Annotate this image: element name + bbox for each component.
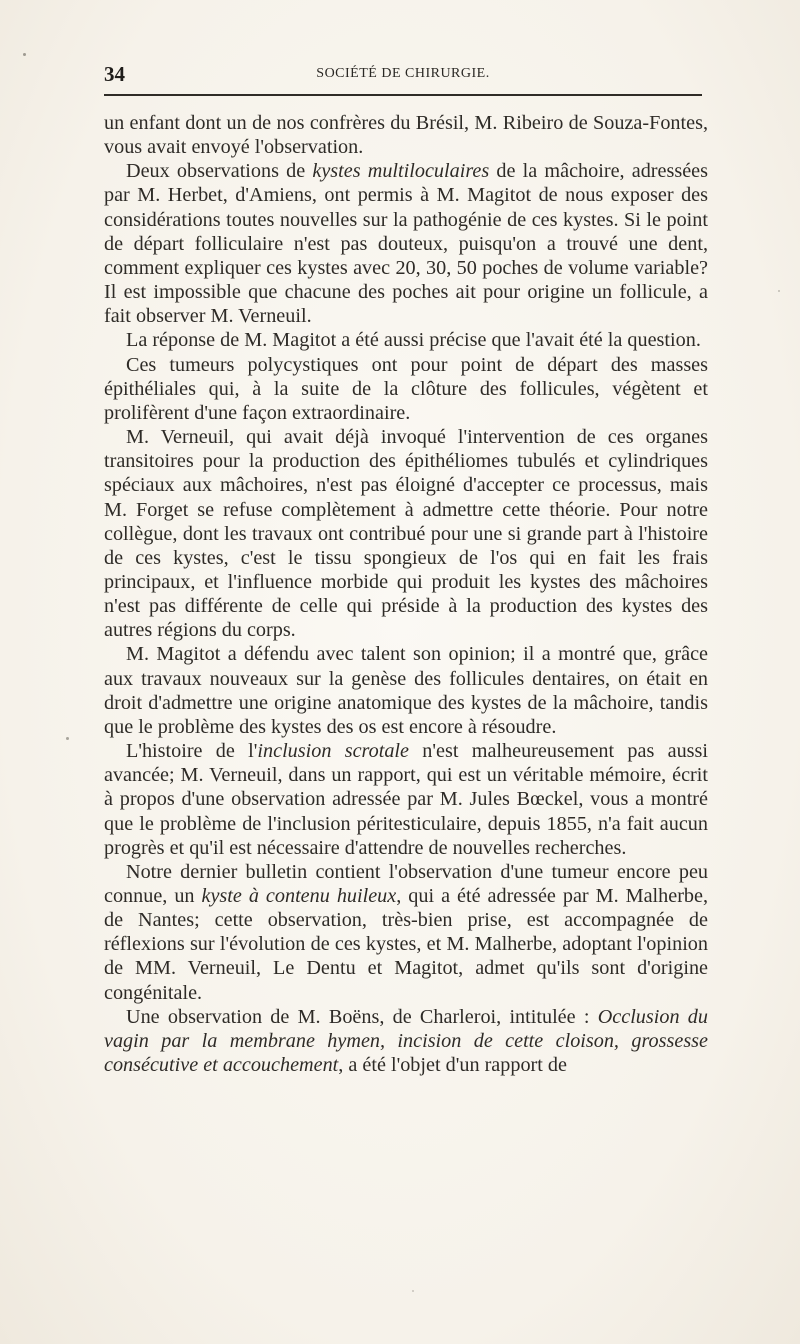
text-run: La réponse de M. Magitot a été aussi précise que l'avait été la question. [126,329,701,352]
text-run: un enfant dont un de nos confrères du Brésil, M. Ribeiro de Souza-Fontes, vous avait envoyé l'observation. [104,112,708,159]
paragraph-p5 [104,425,708,642]
text-run: L'histoire de l' [126,740,258,763]
text-run: n'est malheureusement pas aussi avancée; M. Verneuil, dans un rapport, qui est un véritable mémoire, écrit à propos d'une observation adressée par M. Jules Bœckel, vous a montré que le problème de l'inclusion péritesticulaire, depuis 1855, n'a fait aucun progrès et qu'il est nécessaire d'attendre de nouvelles recherches. [104,740,708,859]
text-run: M. Magitot a défendu avec talent son opinion; il a montré que, grâce aux travaux nouveaux sur la genèse des follicules dentaires, on était en droit d'admettre une origine anatomique des kystes de la mâchoire, tandis que le problème des kystes des os est encore à résoudre. [104,643,708,738]
text-run: de la mâchoire, adressées par M. Herbet, d'Amiens, ont permis à M. Magitot de nous exposer des considérations toutes nouvelles sur la pathogénie de ces kystes. Si le point de départ folliculaire n'est pas douteux, puisqu'on a trouvé une dent, comment expliquer ces kystes avec 20, 30, 50 poches de volume variable? Il est impossible que chacune des poches ait pour origine un follicule, a fait observer M. Verneuil. [104,160,708,328]
italic-phrase: kystes multiloculaires [312,160,490,183]
paper-speck [778,290,780,292]
paragraph-p2 [104,159,708,328]
header-rule [104,94,702,96]
text-run: , a été l'objet d'un rapport de [338,1054,567,1077]
running-title: SOCIÉTÉ DE CHIRURGIE. [316,66,490,81]
paper-speck [66,737,69,740]
text-run: Deux observations de [126,160,313,183]
text-run: Ces tumeurs polycystiques ont pour point de départ des masses épithéliales qui, à la suite de la clôture des follicules, végètent et prolifèrent d'une façon extraordinaire. [104,353,708,424]
text-run: Une observation de M. Boëns, de Charleroi, intitulée : [126,1005,598,1028]
paragraph-p9 [104,1005,708,1077]
paper-speck [23,53,26,56]
page-number: 34 [104,62,125,86]
paragraph-p7 [104,739,708,860]
text-run: Notre dernier bulletin contient l'observation d'une tumeur encore peu connue, un [104,860,708,907]
paragraph-p3 [104,328,708,352]
paragraph-p8 [104,860,708,1005]
italic-phrase: inclusion scrotale [257,740,410,763]
paragraph-p1 [104,111,708,159]
page-header [104,62,702,84]
text-run: M. Verneuil, qui avait déjà invoqué l'intervention de ces organes transitoires pour la production des épithéliomes tubulés et cylindriques spéciaux aux mâchoires, n'est pas éloigné d'accepter ce processus, mais M. Forget se refuse complètement à admettre cette théorie. Pour notre collègue, dont les travaux ont contribué pour une si grande part à l'histoire de ces kystes, c'est le tissu spongieux de l'os qui en fait les frais principaux, et l'influence morbide qui produit les kystes des mâchoires n'est pas différente de celle qui préside à la production des kystes des autres régions du corps. [104,426,708,642]
paragraph-p6 [104,642,708,739]
italic-phrase: kyste à contenu huileux [201,885,397,907]
paper-speck [412,1290,414,1292]
body-text [104,111,708,1077]
italic-phrase: Occlusion du vagin par la membrane hymen, incision de cette cloison, grossesse consécutive et accouchement [104,1005,708,1077]
paragraph-p4 [104,353,708,425]
text-run: , qui a été adressée par M. Malherbe, de Nantes; cette observation, très-bien prise, est accompagnée de réflexions sur l'évolution de ces kystes, et M. Malherbe, adoptant l'opinion de MM. Verneuil, Le Dentu et Magitot, admet qu'ils sont d'origine congénitale. [104,885,709,1004]
